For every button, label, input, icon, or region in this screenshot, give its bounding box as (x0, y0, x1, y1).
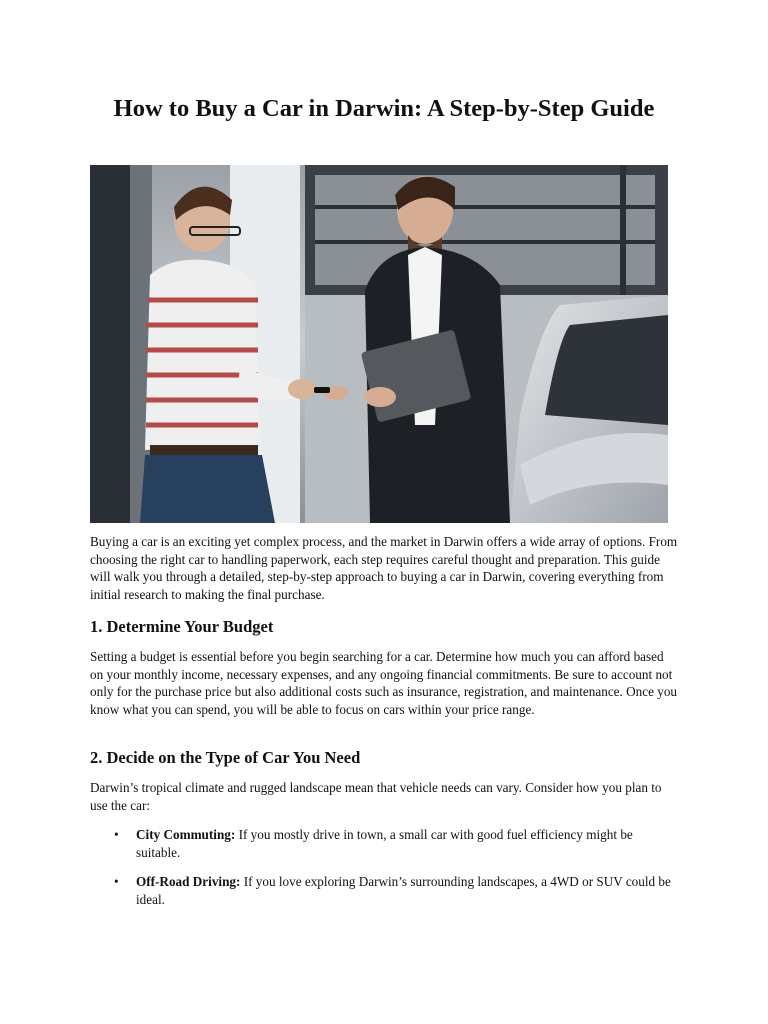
list-item (90, 873, 678, 908)
bullet-text: If you love exploring Darwin’s surrounding landscapes, a 4WD or SUV could be ideal. (136, 874, 671, 907)
section-text-budget: Setting a budget is essential before you begin searching for a car. Determine how much you can afford based on your monthly income, necessary expenses, and any ongoing financial commitments. Be sure to account not only for the purchase price but also additional costs such as insurance, registration, and maintenance. Once you know what you can spend, you will be able to focus on cars within your price range. (90, 649, 678, 717)
section-heading-car-type: 2. Decide on the Type of Car You Need (90, 748, 361, 767)
car-type-bullet-list (90, 826, 678, 908)
photo-illustration (90, 165, 668, 523)
bullet-text: If you mostly drive in town, a small car with good fuel efficiency might be suitable. (136, 827, 633, 860)
section-text-car-type: Darwin’s tropical climate and rugged landscape mean that vehicle needs can vary. Consider how you plan to use the car: (90, 780, 662, 813)
bullet-lead: Off-Road Driving: (136, 874, 241, 889)
page-title: How to Buy a Car in Darwin: A Step-by-Step Guide (113, 95, 655, 122)
bullet-lead: City Commuting: (136, 827, 236, 842)
bullet-marker: • (114, 874, 119, 889)
car-dealership-photo (90, 165, 668, 523)
list-item (90, 826, 678, 861)
intro-paragraph: Buying a car is an exciting yet complex process, and the market in Darwin offers a wide array of options. From choosing the right car to handling paperwork, each step requires careful thought and preparation. This guide will walk you through a detailed, step-by-step approach to buying a car in Darwin, covering everything from initial research to making the final purchase. (90, 534, 678, 602)
bullet-marker: • (114, 827, 119, 842)
section-heading-budget: 1. Determine Your Budget (90, 617, 274, 636)
